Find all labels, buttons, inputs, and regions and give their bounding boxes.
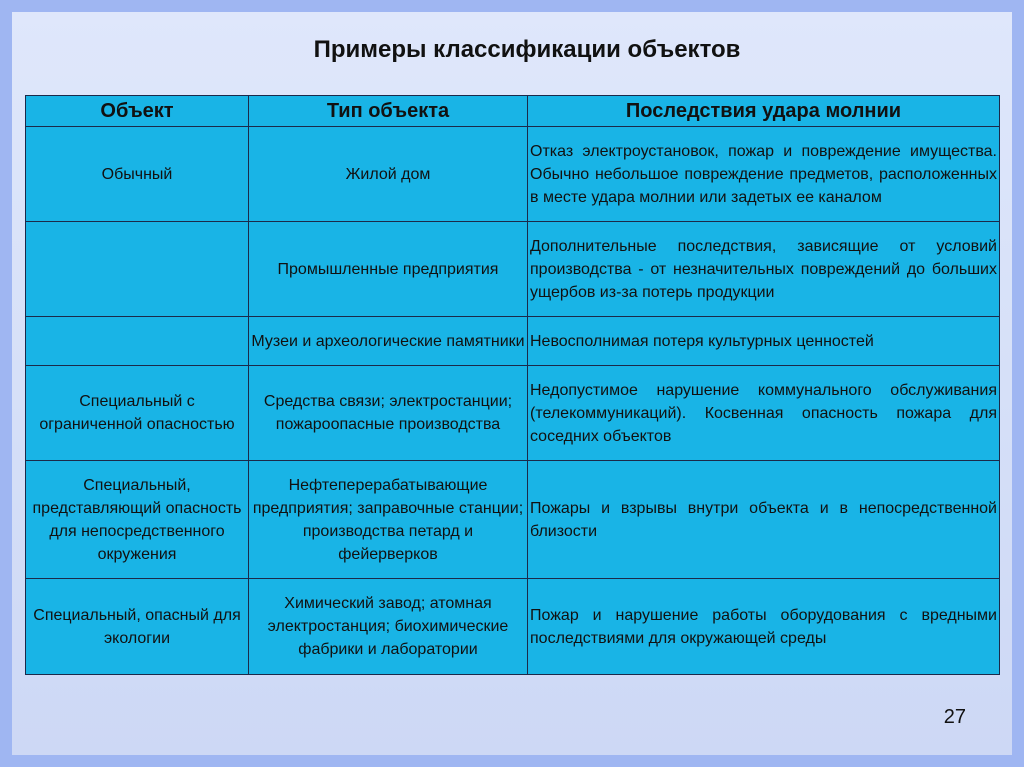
cell-type: Химический завод; атомная электростанция; биохимические фабрики и лаборатории [249,579,528,675]
cell-consequence: Невосполнимая потеря культурных ценностей [528,317,1000,366]
cell-object: Специальный, представляющий опасность для непосредственного окружения [26,461,249,579]
cell-object: Специальный с ограниченной опасностью [26,366,249,461]
slide-title: Примеры классификации объектов [313,36,741,63]
cell-object [26,222,249,317]
cell-type: Промышленные предприятия [249,222,528,317]
table-header-row [26,96,1000,127]
cell-type: Жилой дом [249,127,528,222]
cell-object [26,317,249,366]
cell-consequence: Недопустимое нарушение коммунального обслуживания (телекоммуникаций). Косвенная опасность пожара для соседних объектов [528,366,1000,461]
cell-type: Нефтеперерабатывающие предприятия; заправочные станции; производства петард и фейерверков [249,461,528,579]
header-type: Тип объекта [249,96,528,127]
table-row [26,317,1000,366]
table-row [26,461,1000,579]
cell-object: Специальный, опасный для экологии [26,579,249,675]
cell-object: Обычный [26,127,249,222]
cell-consequence: Пожары и взрывы внутри объекта и в непосредственной близости [528,461,1000,579]
table-row [26,366,1000,461]
cell-consequence: Дополнительные последствия, зависящие от условий производства - от незначительных повреждений до больших ущербов из-за потерь продукции [528,222,1000,317]
header-consequence: Последствия удара молнии [528,96,1000,127]
table-row [26,222,1000,317]
table-row [26,579,1000,675]
table-row [26,127,1000,222]
cell-type: Музеи и археологические памятники [249,317,528,366]
cell-type: Средства связи; электростанции; пожароопасные производства [249,366,528,461]
header-object: Объект [26,96,249,127]
cell-consequence: Отказ электроустановок, пожар и повреждение имущества. Обычно небольшое повреждение предметов, расположенных в месте удара молнии или задетых ее каналом [528,127,1000,222]
classification-table [25,95,1000,675]
page-number: 27 [943,706,966,728]
cell-consequence: Пожар и нарушение работы оборудования с вредными последствиями для окружающей среды [528,579,1000,675]
